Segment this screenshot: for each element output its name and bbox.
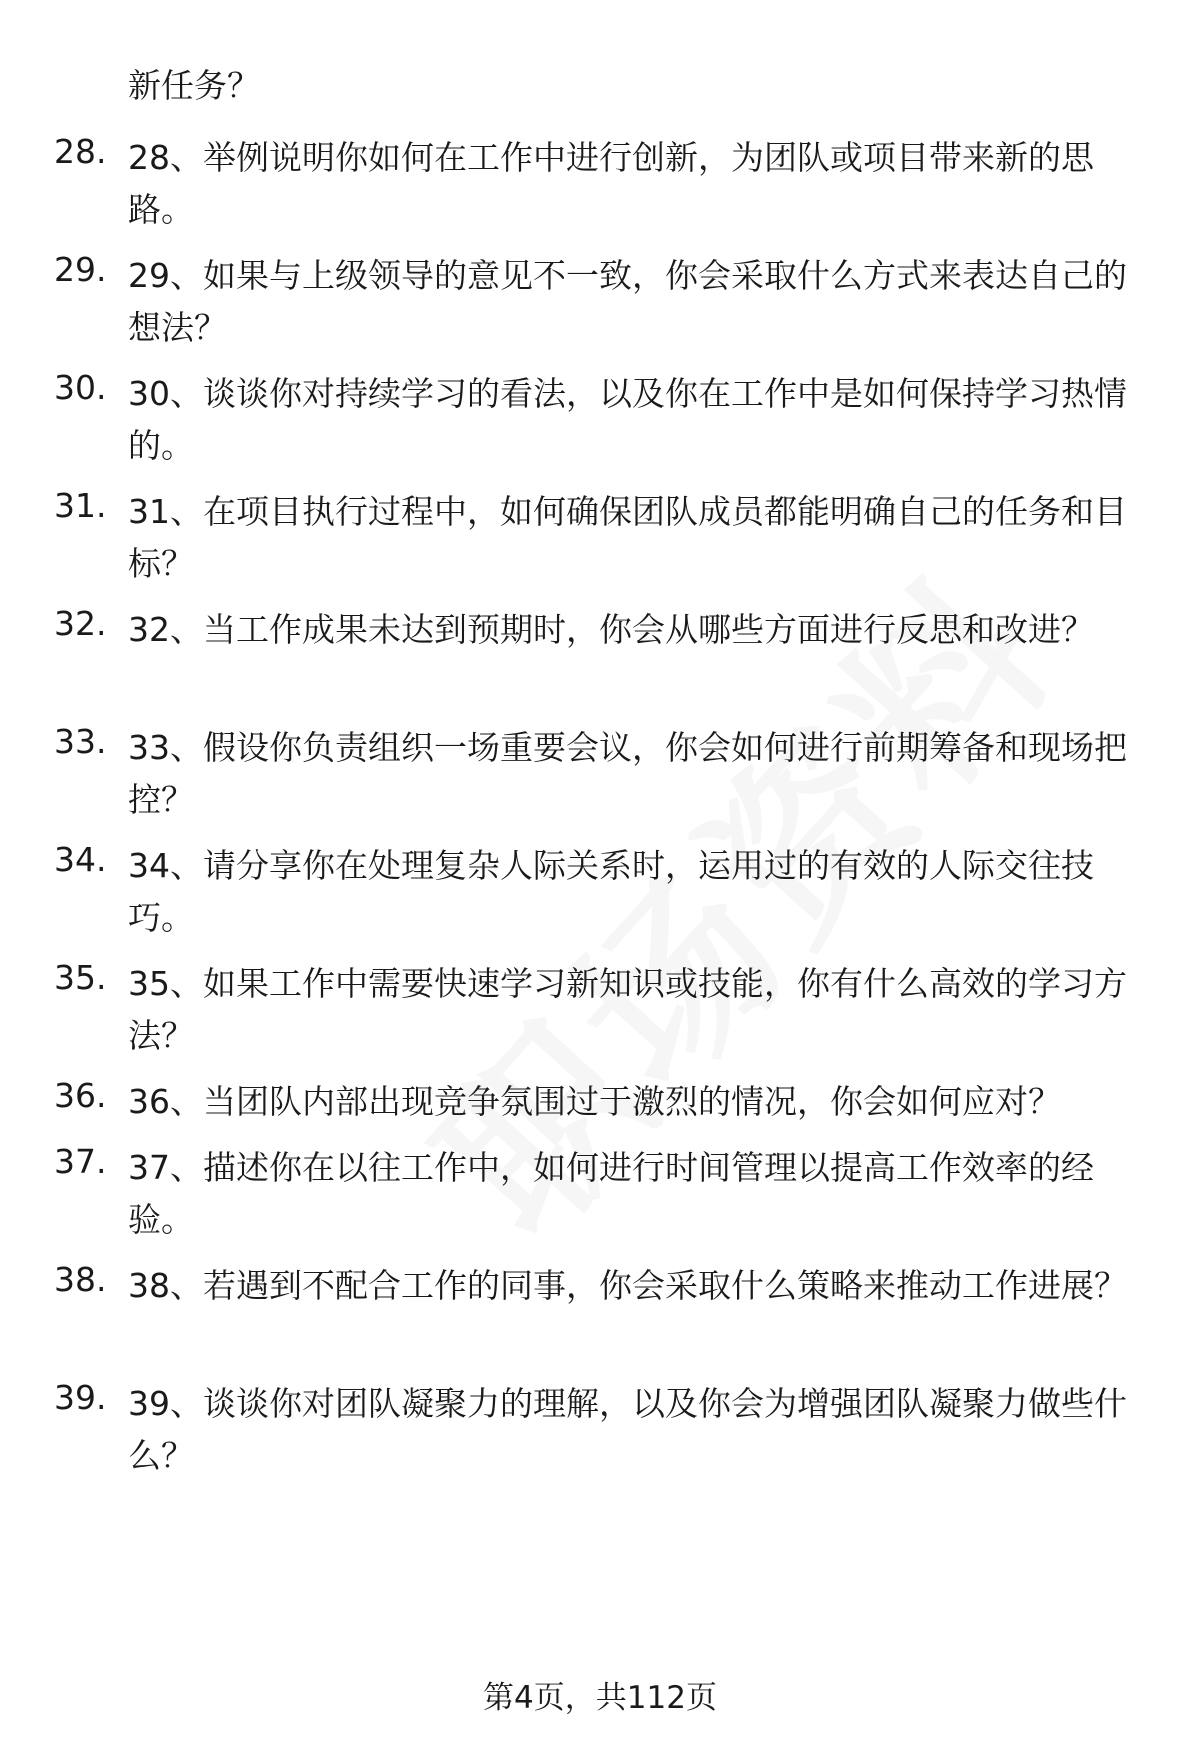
item-text: 31、在项目执行过程中，如何确保团队成员都能明确自己的任务和目标？ xyxy=(128,492,1127,583)
continuation-text: 新任务？ xyxy=(128,66,260,105)
item-number: 34. xyxy=(54,840,107,879)
item-number: 38. xyxy=(54,1260,107,1299)
item-number: 31. xyxy=(54,486,107,525)
item-number: 33. xyxy=(54,722,107,761)
item-number: 35. xyxy=(54,958,107,997)
page-footer: 第4页，共112页 xyxy=(483,1680,717,1716)
item-text: 32、当工作成果未达到预期时，你会从哪些方面进行反思和改进？ xyxy=(128,610,1094,649)
item-number: 28. xyxy=(54,132,107,171)
item-number: 37. xyxy=(54,1142,107,1181)
item-text: 35、如果工作中需要快速学习新知识或技能，你有什么高效的学习方法？ xyxy=(128,964,1127,1055)
item-text: 33、假设你负责组织一场重要会议，你会如何进行前期筹备和现场把控？ xyxy=(128,728,1127,819)
item-text: 30、谈谈你对持续学习的看法，以及你在工作中是如何保持学习热情的。 xyxy=(128,374,1127,465)
item-number: 36. xyxy=(54,1076,107,1115)
item-number: 32. xyxy=(54,604,107,643)
item-number: 30. xyxy=(54,368,107,407)
item-text: 38、若遇到不配合工作的同事，你会采取什么策略来推动工作进展？ xyxy=(128,1266,1127,1305)
item-text: 39、谈谈你对团队凝聚力的理解，以及你会为增强团队凝聚力做些什么？ xyxy=(128,1384,1127,1475)
item-number: 29. xyxy=(54,250,107,289)
item-text: 29、如果与上级领导的意见不一致，你会采取什么方式来表达自己的想法？ xyxy=(128,256,1127,347)
item-text: 36、当团队内部出现竞争氛围过于激烈的情况，你会如何应对？ xyxy=(128,1082,1061,1121)
item-text: 37、描述你在以往工作中，如何进行时间管理以提高工作效率的经验。 xyxy=(128,1148,1094,1239)
item-number: 39. xyxy=(54,1378,107,1417)
item-text: 34、请分享你在处理复杂人际关系时，运用过的有效的人际交往技巧。 xyxy=(128,846,1094,937)
item-text: 28、举例说明你如何在工作中进行创新，为团队或项目带来新的思路。 xyxy=(128,138,1094,229)
